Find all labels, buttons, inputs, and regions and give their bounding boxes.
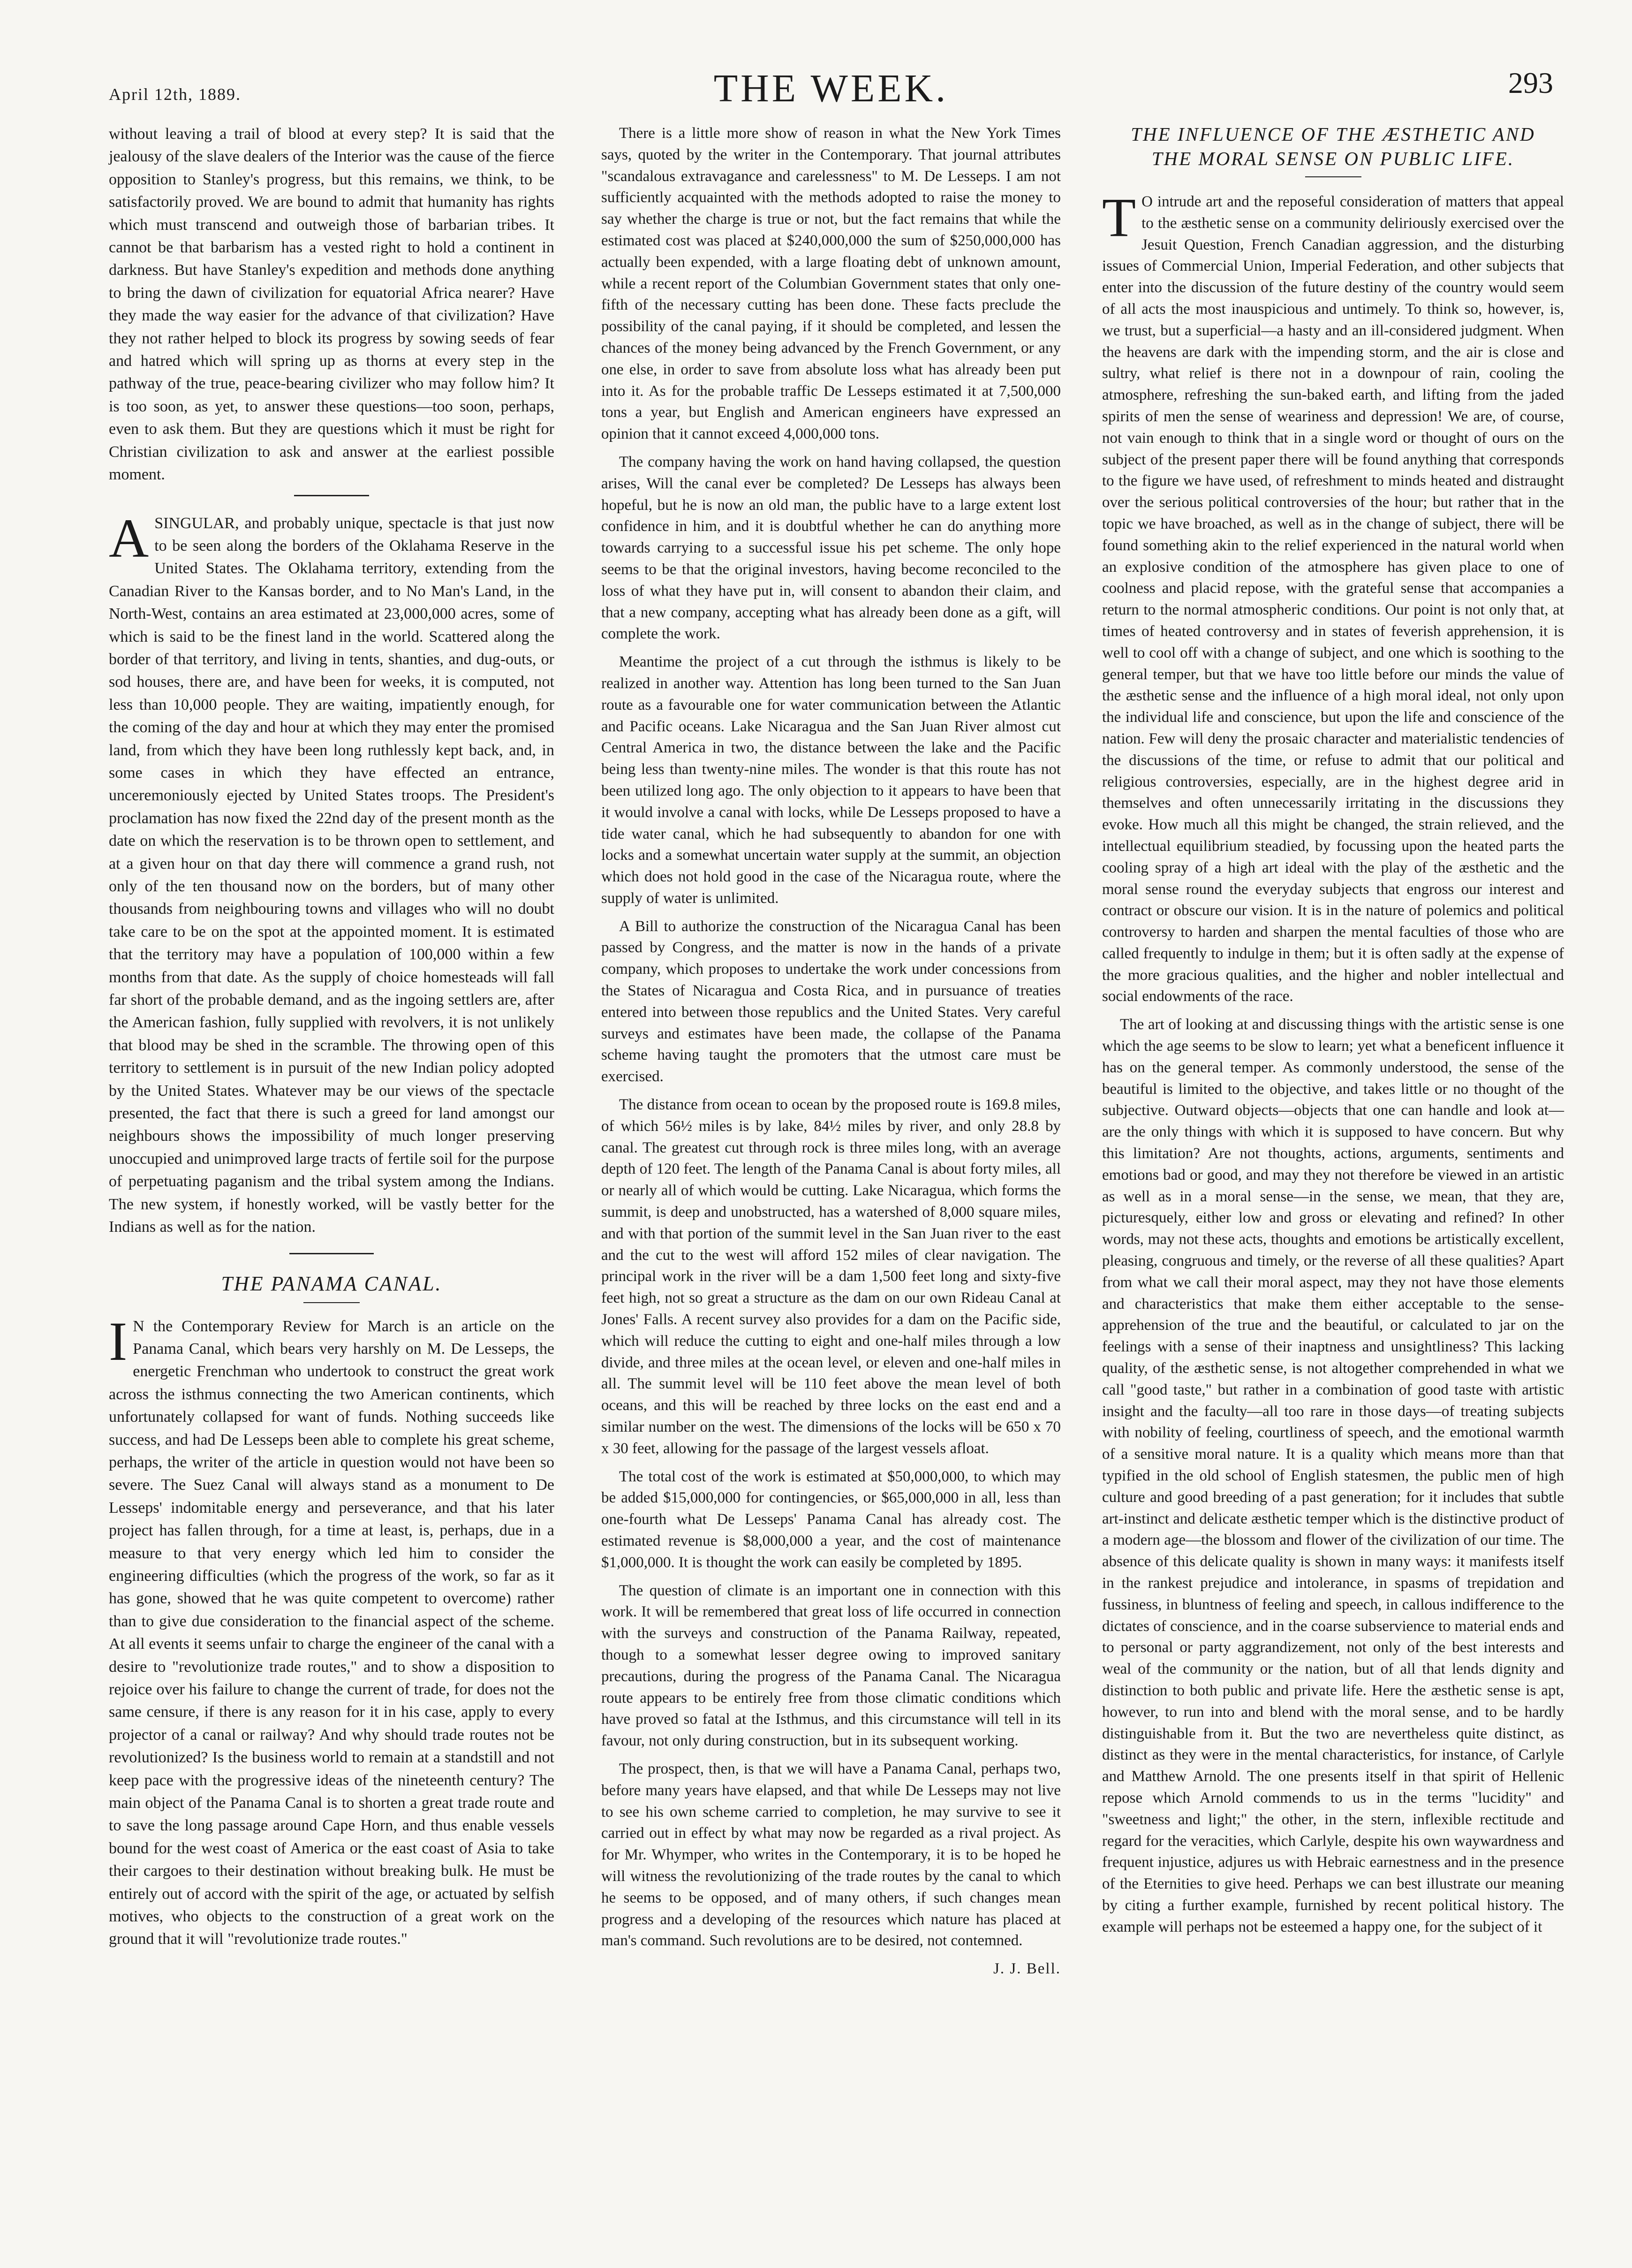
author-signature [601, 1958, 1061, 1980]
oklahama-paragraph [109, 507, 554, 1239]
aesthetic-intro-text: O intrude art and the reposeful consideration of matters that appeal to the æsthetic sense on a community deliriously exercised over the Jesuit Question, French Canadian aggression, and the disturbing issues of Commercial Union, Imperial Federation, and other subjects that enter into the discussion of the future destiny of the country would seem of all acts the most inauspicious and untimely. To think so, however, is, we trust, but a superficial—a hasty and an ill-considered judgment. When the heavens are dark with the impending storm, and the air is close and sultry, what relief is there not in a downpour of rain, cooling the atmosphere, refreshing the sun-baked earth, and lifting from the jaded spirits of men the sense of weariness and depression! We are, of course, not vain enough to think that in a single word or thought of ours on the subject of the present paper there will be found anything that corresponds to the figure we have used, of refreshment to minds heated and distraught over the serious political controversies of the hour; but rather that in the topic we have broached, as well as in the change of subject, there will be found something akin to the relief experienced in the natural world when an explosive condition of the atmosphere has given place to one of coolness and placid repose, with the grateful sense that accompanies a return to the normal atmospheric conditions. Our point is not only that, at times of heated controversy and in states of feverish apprehension, it is well to cool off with a change of subject, and one which is soothing to the general temper, but that we have too little before our minds the value of the æsthetic sense and the influence of a high moral ideal, not only upon the individual life and conscience, but upon the life and conscience of the nation. Few will deny the prosaic character and materialistic tendencies of the discussions of the time, or refuse to admit that our political and religious controversies, especially, are in the highest degree arid in themselves and often unnecessarily irritating in the discussions they evoke. How much all this might be changed, the strain relieved, and the intellectual equilibrium steadied, by focussing upon the heated parts the cooling spray of a high art ideal with the play of the æsthetic and the moral sense round the everyday subjects that engross our interest and contract or obscure our vision. It is in the nature of polemics and political controversy to harden and sharpen the mental faculties of those who are called frequently to indulge in them; but it is often sadly at the expense of the more gracious qualities, and the higher and nobler intellectual and social endowments of the race. [1102, 193, 1564, 1005]
title-line: THE INFLUENCE OF THE ÆSTHETIC AND [1131, 123, 1535, 145]
aesthetic-section-title [1102, 122, 1564, 171]
divider [294, 495, 369, 496]
signature-text: J. J. Bell. [993, 1960, 1061, 1978]
body-paragraph: There is a little more show of reason in what the New York Times says, quoted by the writer in the Contemporary. That journal attributes "scandalous extravagance and carelessness" to M. De Lesseps. I am not sufficiently acquainted with the methods adopted to raise the money to say whether the charge is true or not, but the fact remains that while the estimated cost was placed at $240,000,000 the sum of $250,000,000 has actually been expended, with a large floating debt of unknown amount, while a recent report of the Columbian Government states that only one-fifth of the necessary cutting has been done. These facts preclude the possibility of the canal paying, if it should be completed, and lessen the chances of the money being advanced by the French Government, or any one else, in order to save from absolute loss what has already been put into it. As for the probable traffic De Lesseps estimated it at 7,500,000 tons a year, but English and American engineers have expressed an opinion that it cannot exceed 4,000,000 tons. [601, 125, 1061, 443]
stanley-paragraph: without leaving a trail of blood at every step? It is said that the jealousy of the slave dealers of the Interior was the cause of the fierce opposition to Stanley's progress, but this remains, we think, to be satisfactorily proved. We are bound to admit that humanity has rights which must transcend and outweigh those of barbarian tribes. It cannot be that barbarism has a vested right to hold a continent in darkness. But have Stanley's expedition and methods done anything to bring the dawn of civilization for equatorial Africa nearer? Have they made the way easier for the advance of that civilization? Have they not rather helped to block its progress by sowing seeds of fear and hatred which will spring up as thorns at every step in the pathway of the true, peace-bearing civilizer who may follow him? It is too soon, as yet, to answer these questions—too soon, perhaps, even to ask them. But they are questions which it must be right for Christian civilization to ask and answer at the earliest possible moment. [109, 125, 554, 484]
oklahama-text: SINGULAR, and probably unique, spectacle is that just now to be seen along the borders of the Oklahama Reserve in the United States. The Oklahama territory, extending from the Canadian River to the Kansas border, and to No Man's Land, in the North-West, contains an area estimated at 23,000,000 acres, some of which is said to be the finest land in the world. Scattered along the border of that territory, and living in tents, shanties, and dug-outs, or sod houses, there are, and have been for weeks, it is computed, not less than 10,000 people. They are waiting, impatiently enough, for the coming of the day and hour at which they may enter the promised land, from which they have been long ruthlessly kept back, and, in some cases in which they have effected an entrance, unceremoniously ejected by United States troops. The President's proclamation has now fixed the 22nd day of the present month as the date on which the reservation is to be thrown open to settlement, and at a given hour on that day there will commence a grand rush, not only of the ten thousand now on the borders, but of many other thousands from neighbouring towns and villages who will no doubt take care to be on the spot at the appointed moment. It is estimated that the territory may have a population of 100,000 within a few months from that date. As the supply of choice homesteads will fall far short of the probable demand, and as the ingoing settlers are, after the American fashion, fully supplied with revolvers, it is not unlikely that blood may be shed in the scramble. The throwing open of this territory to settlement is in pursuit of the new Indian policy adopted by the United States. Whatever may be our views of the spectacle presented, the fact that there is such a greed for land amongst our neighbours shows the impossibility of much longer preserving unoccupied and unimproved large tracts of fertile soil for the purpose of perpetuating paganism and the tribal system among the Indians. The new system, if honestly worked, will be vastly better for the Indians as well as for the nation. [109, 514, 554, 1236]
column-left [109, 123, 554, 1957]
body-paragraph: The art of looking at and discussing things with the artistic sense is one which the age seems to be slow to learn; yet what a beneficent influence it has on the general temper. As commonly understood, the sense of the beautiful is limited to the objective, and takes little or no thought of the subjective. Outward objects—objects that one can handle and look at—are the only things with which it is supposed to have concern. But why this limitation? Are not thoughts, actions, arguments, sentiments and emotions bad or good, and may they not therefore be viewed in an artistic as well as in a moral sense—in the sense, we mean, that they are, picturesquely, either low and gross or elevating and refined? In other words, may not these acts, thoughts and emotions be artistically excellent, pleasing, congruous and timely, or the reverse of all these qualities? Apart from what we call their moral aspect, may they not have those elements and characteristics that make them either acceptable to the sense-apprehension of the true and the beautiful, or calculated to jar on the feelings with a sense of their inaptness and unsightliness? This lacking quality, of the æsthetic sense, is not altogether comprehended in what we call "good taste," but rather in a combination of good taste with artistic insight and the faculty—all too rare in those days—of treating subjects with nobility of feeling, courtliness of speech, and the emotional warmth of a sensitive moral nature. It is a quality which means more than that typified in the old school of English statesmen, the public men of high culture and good breeding of a past generation; for it includes that subtle art-instinct and delicate æsthetic temper which is the distinctive product of a modern age—the blossom and flower of the civilization of our time. The absence of this delicate quality is shown in many ways: it manifests itself in the rankest prejudice and intolerance, in spasms of trepidation and fussiness, in bluntness of feeling and speech, in callous indifference to the dictates of conscience, and in the coarse subservience to material ends and to personal or party aggrandizement, not only of the best interests and weal of the community or the nation, but of all that lends dignity and distinction to both public and private life. Here the æsthetic sense is apt, however, to run into and blend with the moral sense, and to be hardly distinguishable from it. But the two are nevertheless quite distinct, as distinct as they were in the mental characteristics, for instance, of Carlyle and Matthew Arnold. The one presents itself in that spirit of Hellenic repose which Arnold commends to us in the terms "lucidity" and "sweetness and light;" the other, in the stern, inflexible rectitude and regard for the veracities, which Carlyle, despite his own waywardness and frequent injustice, adjures us with Hebraic earnestness and in the presence of the Eternities to give heed. Perhaps we can best illustrate our meaning by citing a further example, furnished by recent political history. The example will perhaps not be esteemed a happy one, for the subject of it [1102, 1016, 1564, 1935]
divider [303, 1302, 360, 1303]
aesthetic-intro-paragraph [1102, 187, 1564, 1008]
body-paragraph: Meantime the project of a cut through the isthmus is likely to be realized in another way. Attention has long been turned to the San Juan route as a favourable one for water communication between the Atlantic and Pacific oceans. Lake Nicaragua and the San Juan River almost cut Central America in two, the distance between the lake and the Pacific being less than twenty-nine miles. The wonder is that this route has not been utilized long ago. The only objection to it appears to have been that it would involve a canal with locks, while De Lesseps proposed to have a tide water canal, which he had subsequently to abandon for one with locks and a somewhat uncertain water supply at the summit, an objection which does not hold good in the case of the Nicaragua route, where the supply of water is unlimited. [601, 653, 1061, 907]
title-line: THE MORAL SENSE ON PUBLIC LIFE. [1151, 148, 1515, 169]
body-paragraph: A Bill to authorize the construction of the Nicaragua Canal has been passed by Congress, and the matter is now in the hands of a private company, which proposes to undertake the work under concessions from the States of Nicaragua and Costa Rica, and in pursuance of treaties entered into between those republics and the United States. Very careful surveys and estimates have been made, the collapse of the Panama scheme having taught the promoters that the utmost care must be exercised. [601, 918, 1061, 1085]
masthead-title: THE WEEK. [713, 67, 949, 110]
divider [1305, 176, 1361, 177]
drop-cap: A [109, 507, 149, 569]
drop-cap: I [109, 1310, 128, 1372]
page-header [109, 52, 1553, 108]
column-middle [601, 123, 1061, 1980]
issue-date: April 12th, 1889. [109, 85, 241, 104]
panama-section-title: THE PANAMA CANAL. [221, 1272, 442, 1295]
column-right [1102, 123, 1564, 1945]
body-paragraph: The company having the work on hand having collapsed, the question arises, Will the canal ever be completed? De Lesseps has always been hopeful, but he is now an old man, the public have to a large extent lost confidence in him, and it is doubtful whether he can do anything more towards carrying to a successful issue his pet scheme. The only hope seems to be that the original investors, having become reconciled to the loss of what they have put in, will consent to abandon their claim, and that a new company, accepting what has already been done as a gift, will complete the work. [601, 453, 1061, 643]
body-paragraph: The prospect, then, is that we will have a Panama Canal, perhaps two, before many years have elapsed, and that while De Lesseps may not live to see his own scheme carried to completion, he may survive to see it carried out in effect by what may now be regarded as a rival project. As for Mr. Whymper, who writes in the Contemporary, it is to be hoped he will witness the revolutionizing of the trade routes by the canal to which he seems to be opposed, and of many others, if such changes mean progress and a developing of the resources which nature has placed at man's command. Such revolutions are to be desired, not contemned. [601, 1760, 1061, 1949]
body-paragraph: The question of climate is an important one in connection with this work. It will be remembered that great loss of life occurred in connection with the surveys and construction of the Panama Railway, repeated, though to a somewhat lesser degree owing to improved sanitary precautions, during the progress of the Panama Canal. The Nicaragua route appears to be entirely free from those climatic conditions which have proved so fatal at the Isthmus, and this circumstance will tell in its favour, not only during construction, but in its subsequent working. [601, 1582, 1061, 1750]
drop-cap: T [1102, 187, 1136, 248]
body-paragraph: The total cost of the work is estimated at $50,000,000, to which may be added $15,000,000 for contingencies, or $65,000,000 in all, less than one-fourth what De Lesseps' Panama Canal has already cost. The estimated revenue is $8,000,000 a year, and the cost of maintenance $1,000,000. It is thought the work can easily be completed by 1895. [601, 1468, 1061, 1571]
panama-intro-paragraph [109, 1310, 554, 1951]
divider [289, 1253, 374, 1254]
page-number: 293 [1508, 66, 1553, 99]
body-paragraph: The distance from ocean to ocean by the proposed route is 169.8 miles, of which 56½ miles is by lake, 84½ miles by river, and only 28.8 by canal. The greatest cut through rock is three miles long, with an average depth of 120 feet. The length of the Panama Canal is about forty miles, all or nearly all of which would be cutting. Lake Nicaragua, which forms the summit, is deep and unobstructed, has a watershed of 8,000 square miles, and with that portion of the summit level in the San Juan river to the east and the cut to the west will afford 152 miles of clear navigation. The principal work in the river will be a dam 1,500 feet long and sixty-five feet high, not so great a structure as the dam on our own Rideau Canal at Jones' Falls. A recent survey also provides for a dam on the Pacific side, which will reduce the cutting to eight and one-half miles through a low divide, and three miles at the ocean level, or eleven and one-half miles in all. The summit level will be 110 feet above the mean level of both oceans, and this will be reached by three locks on the east end and a similar number on the west. The dimensions of the locks will be 650 x 70 x 30 feet, allowing for the passage of the largest vessels afloat. [601, 1096, 1061, 1457]
panama-intro-text: N the Contemporary Review for March is an article on the Panama Canal, which bears very harshly on M. De Lesseps, the energetic Frenchman who undertook to construct the great work across the isthmus connecting the two American continents, which unfortunately collapsed for want of funds. Nothing succeeds like success, and had De Lesseps been able to complete his great scheme, perhaps, the writer of the article in question would not have been so severe. The Suez Canal will always stand as a monument to De Lesseps' indomitable energy and perseverance, and that his later project has fallen through, for a time at least, is, perhaps, due in a measure to that very energy which led him to consider the engineering difficulties (which the progress of the work, so far as it has gone, showed that he was quite competent to overcome) rather than to give due consideration to the financial aspect of the scheme. At all events it seems unfair to charge the engineer of the canal with a desire to "revolutionize trade routes," and to show a disposition to rejoice over his failure to change the current of trade, for does not the same censure, if there is any reason for it in his case, apply to every projector of a canal or railway? And why should trade routes not be revolutionized? Is the business world to remain at a standstill and not keep pace with the progressive ideas of the nineteenth century? The main object of the Panama Canal is to shorten a great trade route and to save the long passage around Cape Horn, and thus enable vessels bound for the west coast of America or the east coast of Asia to take their cargoes to their destination without breaking bulk. He must be entirely out of accord with the spirit of the age, or actuated by selfish motives, who objects to the construction of a great work on the ground that it will "revolutionize trade routes." [109, 1317, 554, 1948]
